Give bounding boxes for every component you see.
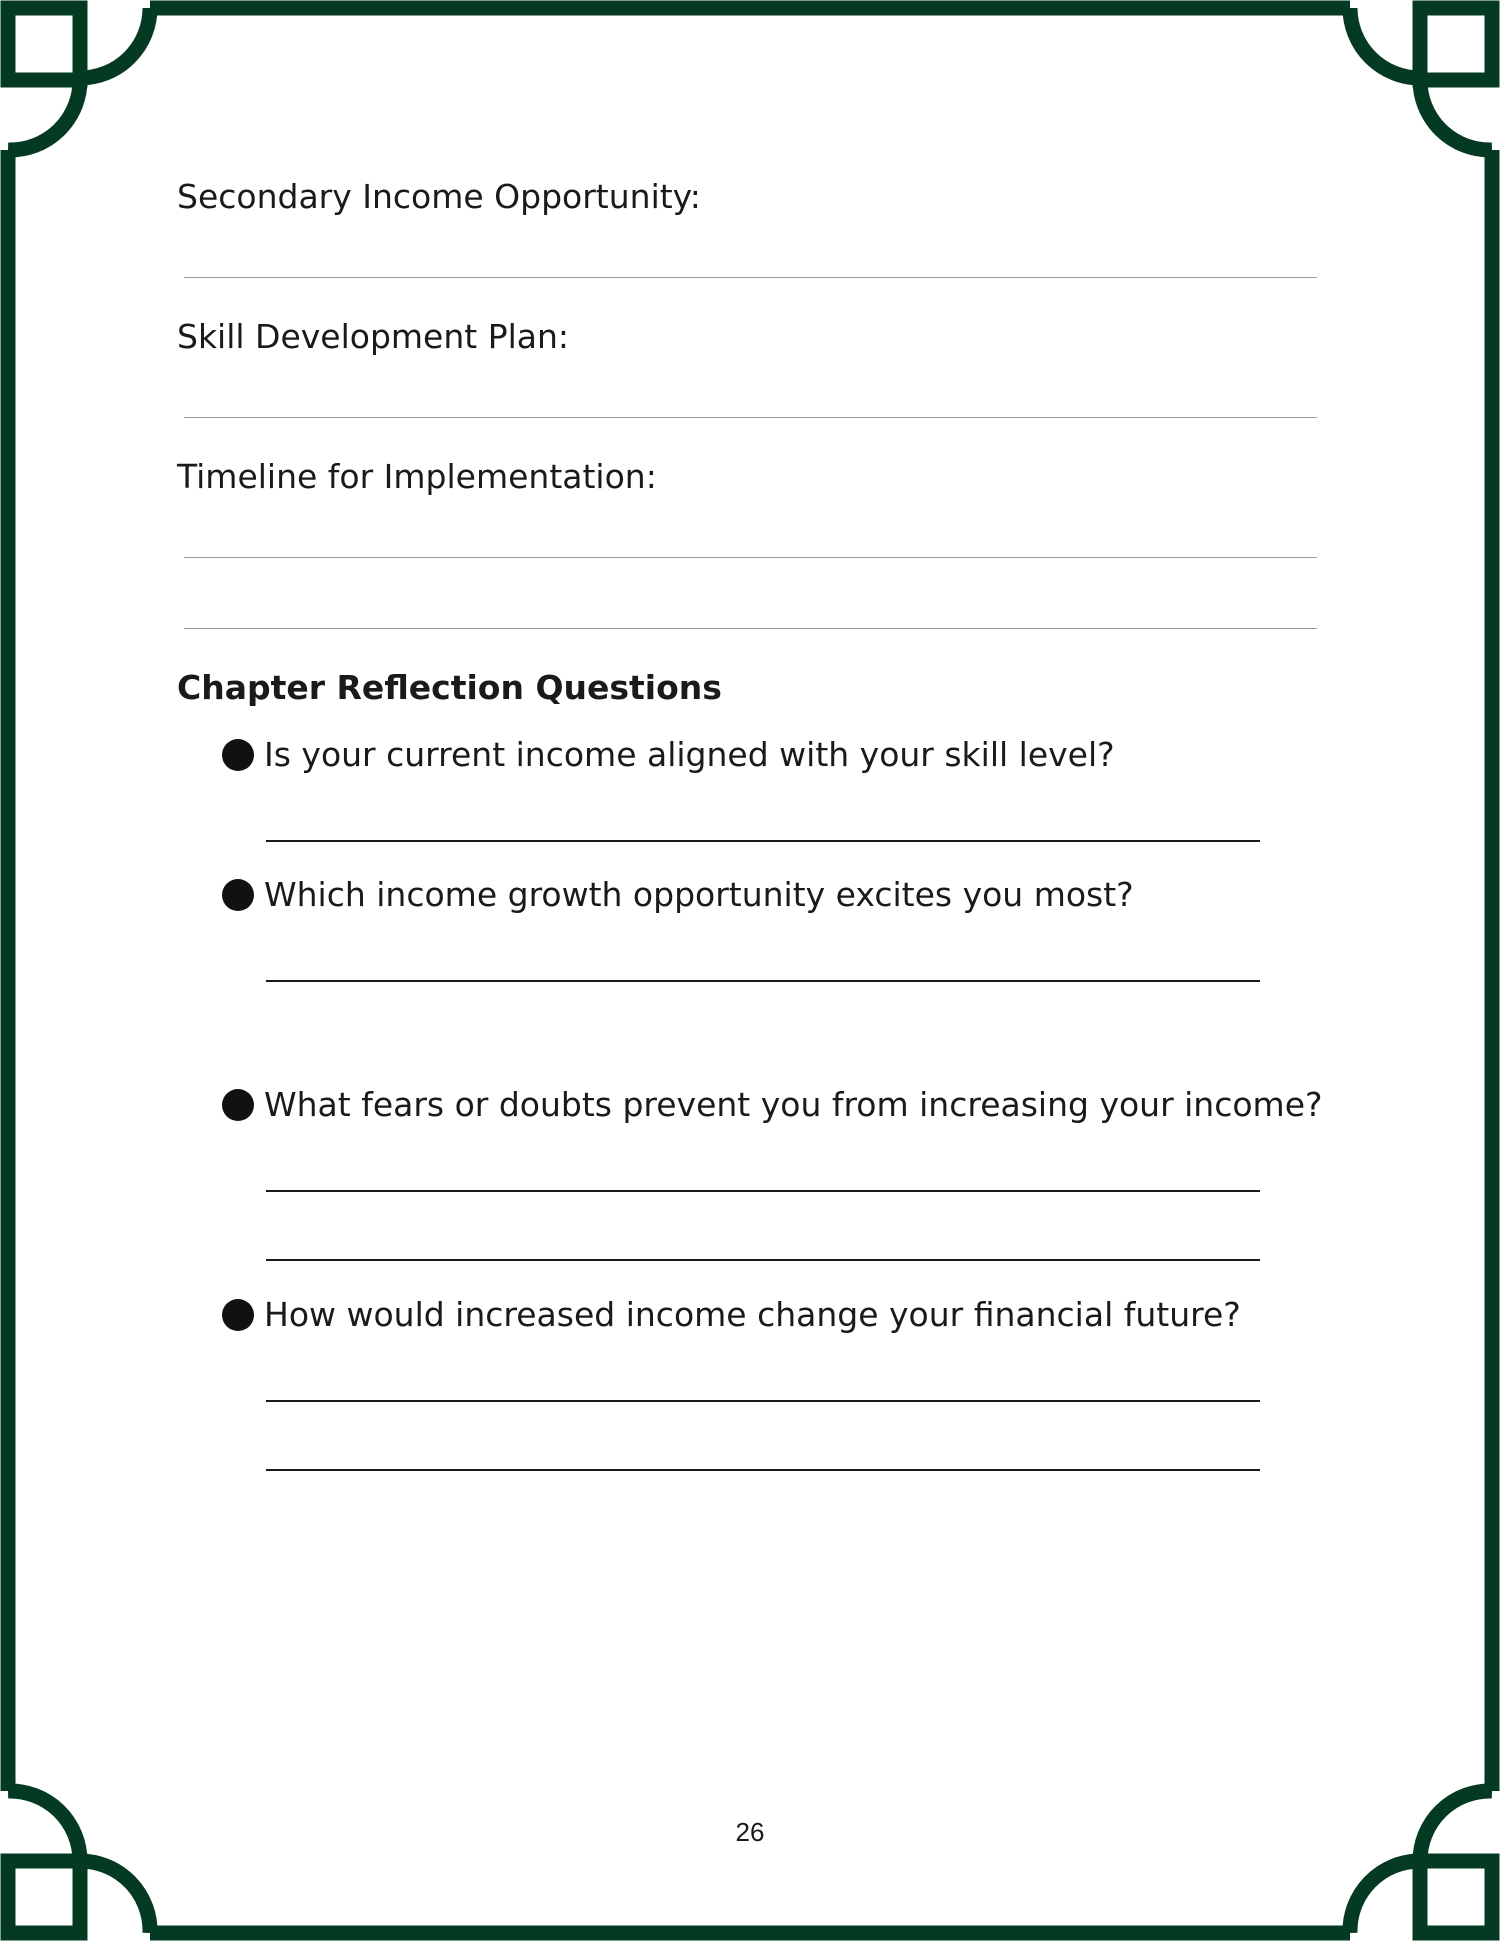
corner-ornament-top-right <box>1350 8 1492 150</box>
field-label-secondary-income: Secondary Income Opportunity: <box>177 177 701 216</box>
answer-line-3a[interactable] <box>266 1190 1260 1192</box>
bullet-icon <box>222 1299 254 1331</box>
bullet-icon <box>222 739 254 771</box>
field-line-skill-development[interactable] <box>184 417 1317 418</box>
answer-line-2[interactable] <box>266 980 1260 982</box>
reflection-heading: Chapter Reflection Questions <box>177 668 722 707</box>
corner-ornament-top-left <box>8 8 150 150</box>
reflection-question-3: What fears or doubts prevent you from increasing your income? <box>264 1085 1323 1124</box>
bullet-icon <box>222 1089 254 1121</box>
bullet-icon <box>222 879 254 911</box>
field-line-secondary-income[interactable] <box>184 277 1317 278</box>
corner-ornament-bottom-right <box>1350 1791 1492 1933</box>
reflection-question-2: Which income growth opportunity excites you most? <box>264 875 1134 914</box>
answer-line-1[interactable] <box>266 840 1260 842</box>
field-line-timeline-2[interactable] <box>184 628 1317 629</box>
answer-line-3b[interactable] <box>266 1259 1260 1261</box>
field-label-timeline: Timeline for Implementation: <box>177 457 657 496</box>
reflection-question-4: How would increased income change your financial future? <box>264 1295 1241 1334</box>
answer-line-4a[interactable] <box>266 1400 1260 1402</box>
corner-ornament-bottom-left <box>8 1791 150 1933</box>
field-label-skill-development: Skill Development Plan: <box>177 317 570 356</box>
answer-line-4b[interactable] <box>266 1469 1260 1471</box>
field-line-timeline-1[interactable] <box>184 557 1317 558</box>
reflection-question-1: Is your current income aligned with your skill level? <box>264 735 1115 774</box>
page-number: 26 <box>735 1817 765 1847</box>
